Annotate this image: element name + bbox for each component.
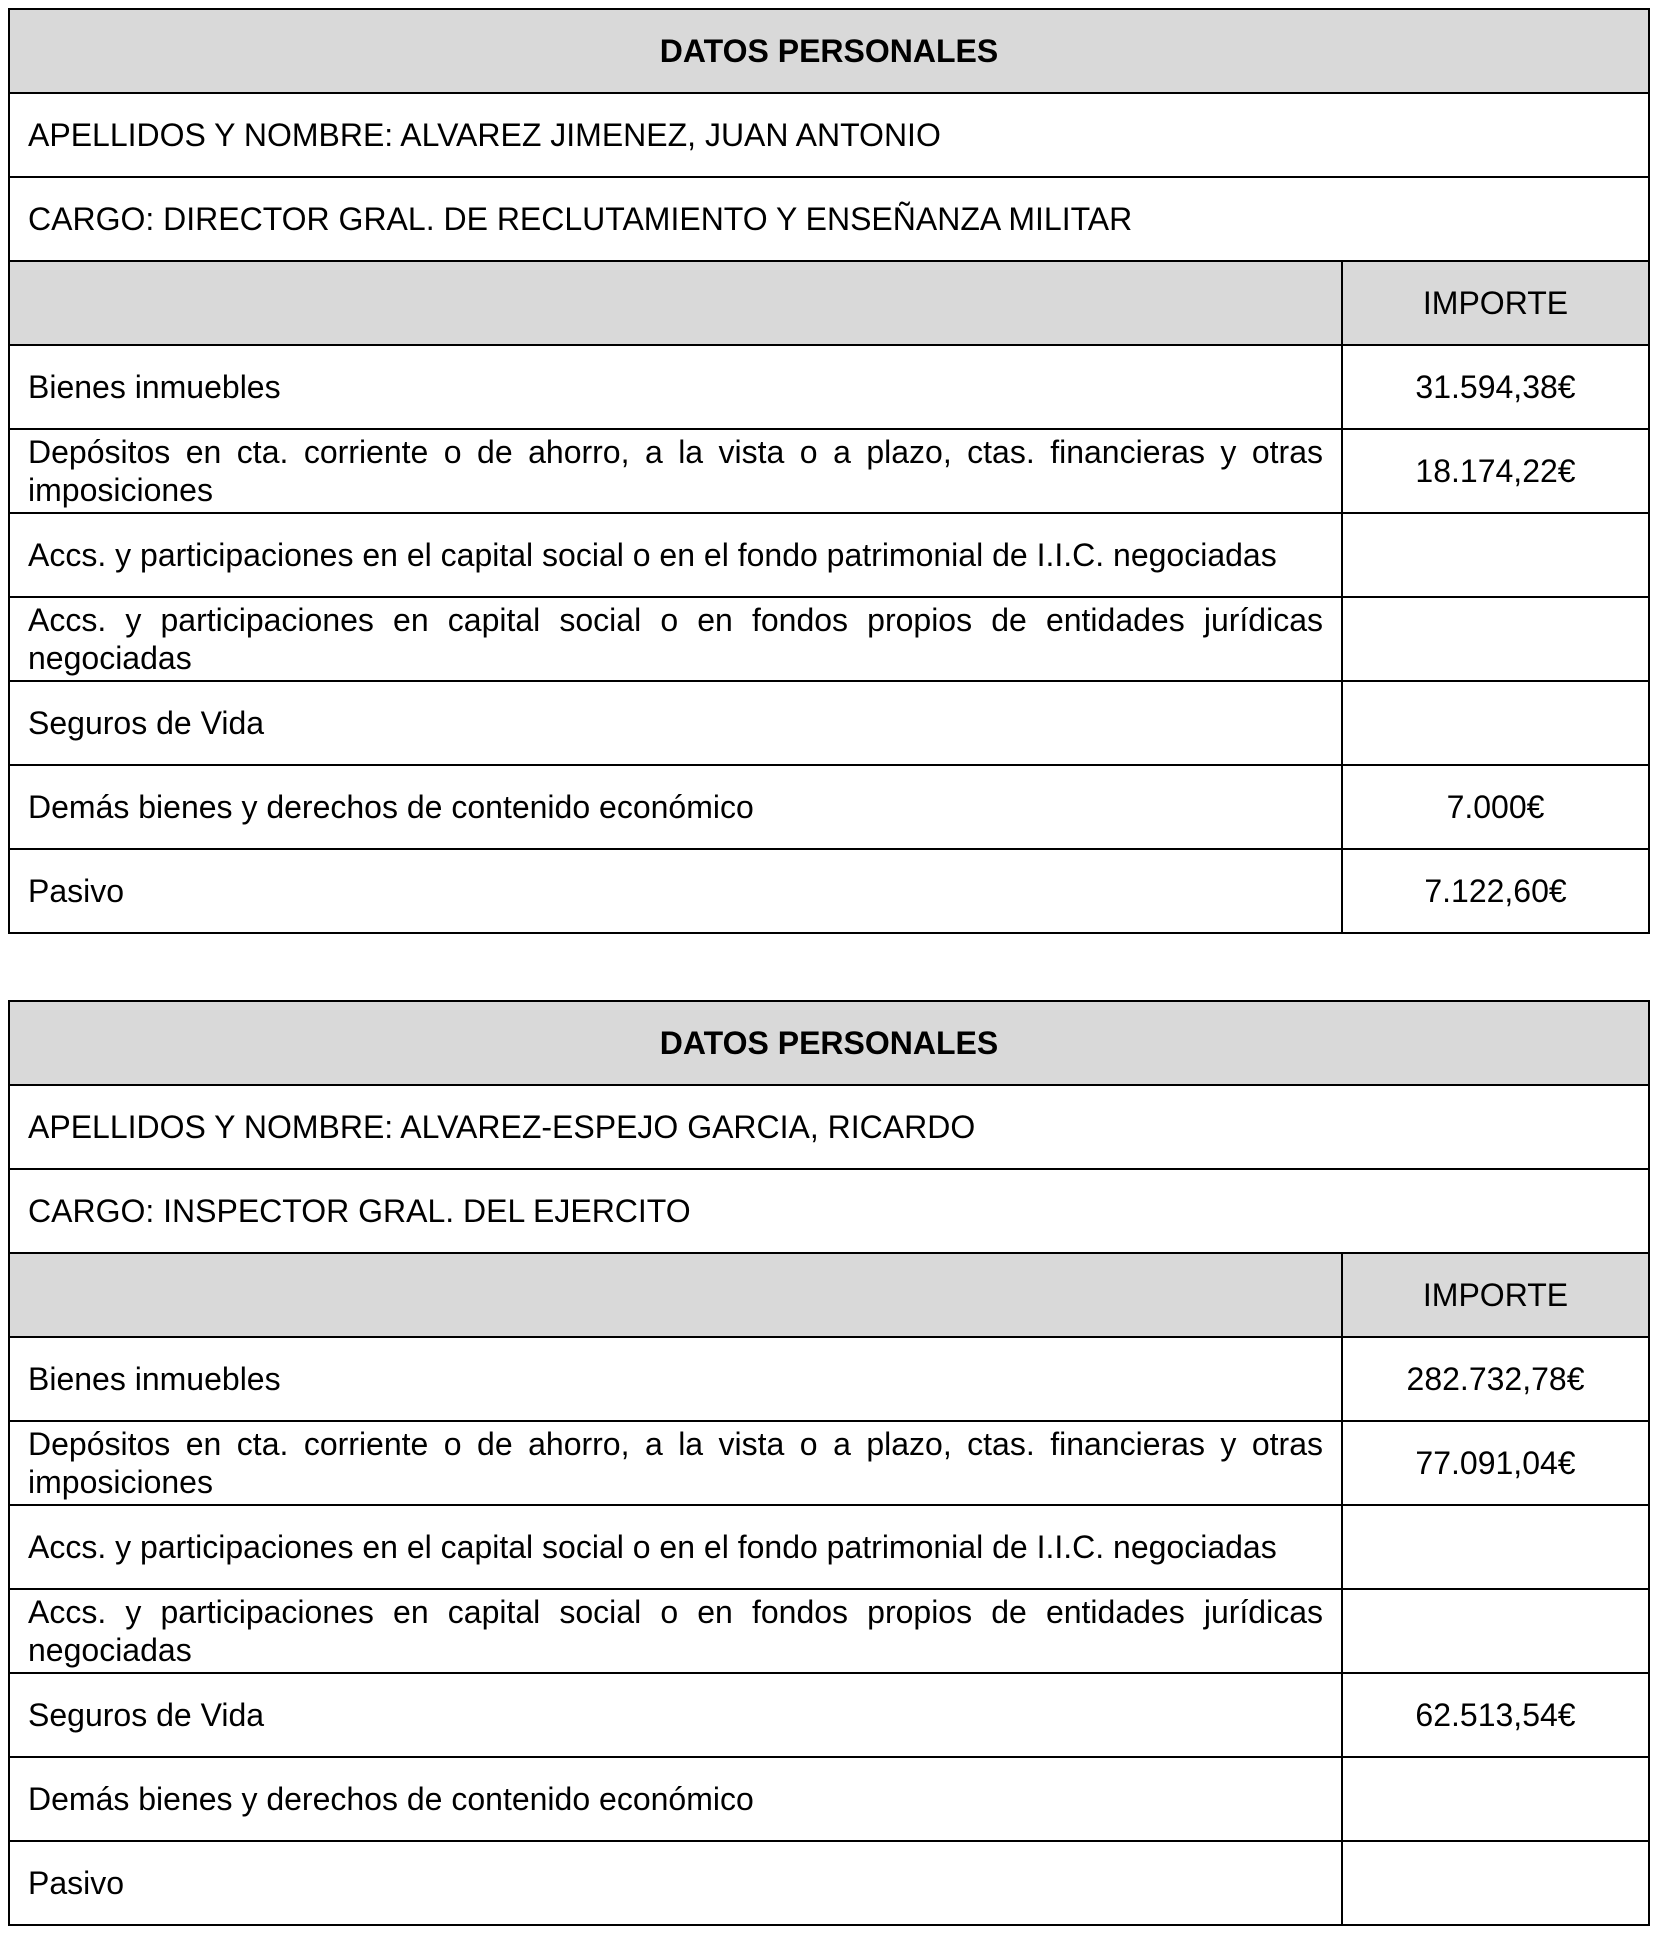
- table-row: [9, 849, 1649, 933]
- name-line: APELLIDOS Y NOMBRE: ALVAREZ-ESPEJO GARCIA, RICARDO: [9, 1085, 1649, 1169]
- concept-cell: Depósitos en cta. corriente o de ahorro, a la vista o a plazo, ctas. financieras y otras imposiciones: [9, 429, 1342, 513]
- section-header-row: [9, 1001, 1649, 1085]
- concept-cell: Accs. y participaciones en capital social o en fondos propios de entidades jurídicas negociadas: [9, 597, 1342, 681]
- section-header-row: [9, 9, 1649, 93]
- concept-cell: Pasivo: [9, 1841, 1342, 1925]
- amount-cell: 62.513,54€: [1342, 1673, 1649, 1757]
- table-row: [9, 681, 1649, 765]
- table-row: [9, 513, 1649, 597]
- concept-column-header: [9, 261, 1342, 345]
- amount-cell: 18.174,22€: [1342, 429, 1649, 513]
- cargo-line: CARGO: INSPECTOR GRAL. DEL EJERCITO: [9, 1169, 1649, 1253]
- table-row: [9, 1421, 1649, 1505]
- concept-cell: Bienes inmuebles: [9, 345, 1342, 429]
- column-header-row: [9, 261, 1649, 345]
- table-row: [9, 1841, 1649, 1925]
- amount-cell: [1342, 681, 1649, 765]
- name-line: APELLIDOS Y NOMBRE: ALVAREZ JIMENEZ, JUAN ANTONIO: [9, 93, 1649, 177]
- table-row: [9, 345, 1649, 429]
- concept-cell: Accs. y participaciones en el capital social o en el fondo patrimonial de I.I.C. negociadas: [9, 1505, 1342, 1589]
- concept-cell: Accs. y participaciones en capital social o en fondos propios de entidades jurídicas negociadas: [9, 1589, 1342, 1673]
- concept-cell: Demás bienes y derechos de contenido económico: [9, 765, 1342, 849]
- concept-cell: Seguros de Vida: [9, 1673, 1342, 1757]
- amount-cell: 282.732,78€: [1342, 1337, 1649, 1421]
- amount-cell: [1342, 1589, 1649, 1673]
- section-title: DATOS PERSONALES: [9, 9, 1649, 93]
- amount-cell: 77.091,04€: [1342, 1421, 1649, 1505]
- table-row: [9, 1337, 1649, 1421]
- amount-cell: [1342, 513, 1649, 597]
- concept-cell: Bienes inmuebles: [9, 1337, 1342, 1421]
- cargo-row: [9, 1169, 1649, 1253]
- concept-cell: Demás bienes y derechos de contenido económico: [9, 1757, 1342, 1841]
- concept-column-header: [9, 1253, 1342, 1337]
- amount-cell: [1342, 1757, 1649, 1841]
- section-title: DATOS PERSONALES: [9, 1001, 1649, 1085]
- table-row: [9, 1673, 1649, 1757]
- concept-cell: Accs. y participaciones en el capital social o en el fondo patrimonial de I.I.C. negociadas: [9, 513, 1342, 597]
- table-row: [9, 1589, 1649, 1673]
- declaration-table-1: [8, 8, 1650, 934]
- amount-column-header: IMPORTE: [1342, 261, 1649, 345]
- concept-cell: Pasivo: [9, 849, 1342, 933]
- amount-cell: [1342, 1505, 1649, 1589]
- amount-cell: [1342, 1841, 1649, 1925]
- amount-cell: [1342, 597, 1649, 681]
- name-row: [9, 93, 1649, 177]
- column-header-row: [9, 1253, 1649, 1337]
- amount-cell: 7.122,60€: [1342, 849, 1649, 933]
- cargo-row: [9, 177, 1649, 261]
- declaration-table-2: [8, 1000, 1650, 1926]
- concept-cell: Seguros de Vida: [9, 681, 1342, 765]
- table-row: [9, 765, 1649, 849]
- amount-cell: 7.000€: [1342, 765, 1649, 849]
- cargo-line: CARGO: DIRECTOR GRAL. DE RECLUTAMIENTO Y ENSEÑANZA MILITAR: [9, 177, 1649, 261]
- table-row: [9, 1757, 1649, 1841]
- concept-cell: Depósitos en cta. corriente o de ahorro, a la vista o a plazo, ctas. financieras y otras imposiciones: [9, 1421, 1342, 1505]
- amount-column-header: IMPORTE: [1342, 1253, 1649, 1337]
- table-row: [9, 429, 1649, 513]
- table-row: [9, 597, 1649, 681]
- name-row: [9, 1085, 1649, 1169]
- table-row: [9, 1505, 1649, 1589]
- amount-cell: 31.594,38€: [1342, 345, 1649, 429]
